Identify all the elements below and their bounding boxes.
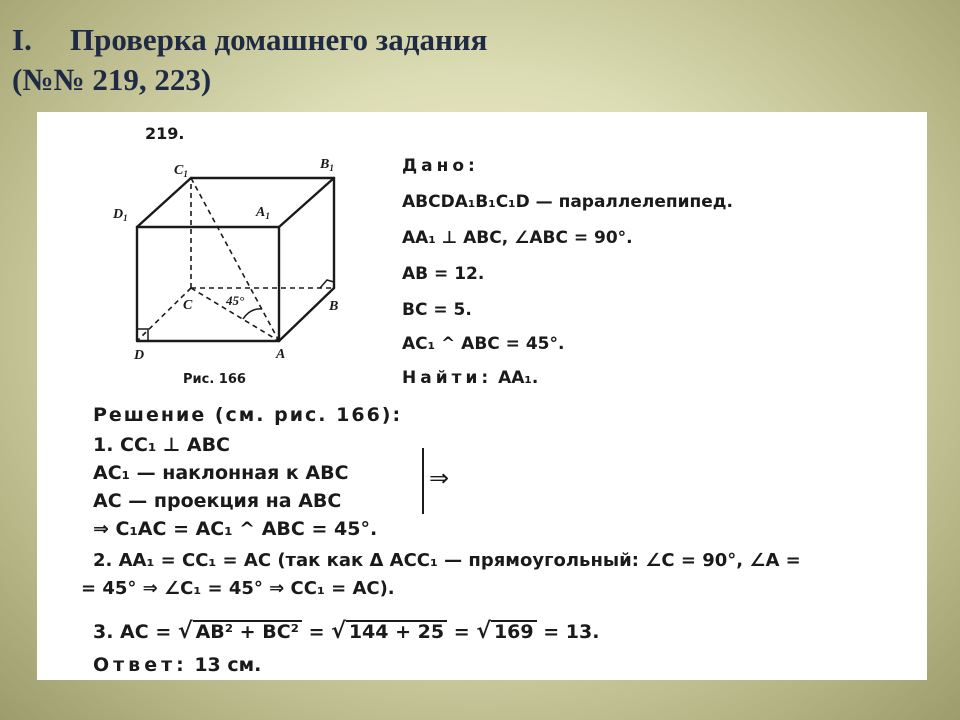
answer-value: 13 см.	[194, 654, 262, 676]
step3-prefix: 3. AC =	[93, 621, 172, 643]
solution-heading: Решение (см. рис. 166):	[93, 404, 403, 426]
step1-line-1: 1. CC₁ ⊥ ABC	[93, 434, 230, 456]
angle-arc-45	[243, 309, 262, 319]
radical-sign-2: √	[331, 619, 346, 644]
given-line-2: AA₁ ⊥ ABC, ∠ABC = 90°.	[402, 228, 633, 248]
given-line-3: AB = 12.	[402, 264, 485, 284]
edge-c1-d1	[137, 178, 191, 227]
slide-title	[12, 20, 487, 100]
figure-angle-marks	[137, 280, 334, 341]
step1-implies: ⇒	[429, 464, 450, 492]
radical-3: 169	[491, 620, 537, 642]
label-a1: $A_1$	[256, 205, 270, 221]
edge-a1-b1	[279, 178, 334, 227]
step3-eq-2: =	[453, 621, 470, 643]
step2-line-1: 2. AA₁ = CC₁ = AC (так как Δ ACC₁ — прямоугольный: ∠C = 90°, ∠A =	[93, 550, 801, 571]
radical-sign-3: √	[476, 619, 491, 644]
diagonal-a-c1	[191, 178, 279, 341]
label-a: A	[276, 347, 286, 362]
figure-caption: Рис. 166	[183, 372, 246, 387]
answer-line	[93, 654, 261, 676]
step3-result: = 13.	[543, 621, 600, 643]
step1-line-2: AC₁ — наклонная к ABC	[93, 462, 349, 484]
edge-c-d	[137, 288, 191, 341]
label-b: B	[329, 299, 339, 314]
step3-line	[93, 620, 599, 643]
step1-brace	[410, 448, 424, 514]
title-numeral: I.	[12, 22, 32, 57]
find-value: AA₁.	[498, 368, 539, 388]
right-angle-mark-b	[320, 280, 334, 288]
label-d: D	[134, 348, 145, 363]
step1-result: ⇒ C₁AC = AC₁ ^ ABC = 45°.	[93, 518, 378, 540]
label-c: C	[183, 298, 193, 313]
step1-line-3: AC — проекция на ABC	[93, 490, 342, 512]
find-line	[402, 368, 538, 388]
given-line-1: ABCDA₁B₁C₁D — параллелепипед.	[402, 192, 733, 212]
title-line-1	[12, 20, 487, 60]
given-line-4: BC = 5.	[402, 300, 472, 320]
radical-2: 144 + 25	[346, 620, 447, 642]
textbook-scan	[37, 112, 927, 680]
label-c1: $C_1$	[174, 163, 188, 179]
find-label: Найти:	[402, 368, 493, 388]
label-d1: $D_1$	[113, 207, 128, 223]
given-heading: Дано:	[402, 156, 479, 176]
step2-line-2: = 45° ⇒ ∠C₁ = 45° ⇒ CC₁ = AC).	[81, 578, 395, 599]
radical-1: AB² + BC²	[193, 620, 302, 642]
label-b1: $B_1$	[320, 157, 334, 173]
edge-a-b	[279, 288, 334, 341]
problem-number: 219.	[145, 124, 185, 143]
step3-eq-1: =	[308, 621, 325, 643]
answer-label: Ответ:	[93, 654, 188, 676]
title-text: Проверка домашнего задания	[70, 22, 488, 57]
parallelepiped-figure	[37, 112, 337, 362]
radical-sign-1: √	[177, 619, 193, 644]
given-line-5: AC₁ ^ ABC = 45°.	[402, 334, 565, 354]
title-line-2: (№№ 219, 223)	[12, 62, 212, 97]
label-angle: 45°	[226, 293, 245, 308]
